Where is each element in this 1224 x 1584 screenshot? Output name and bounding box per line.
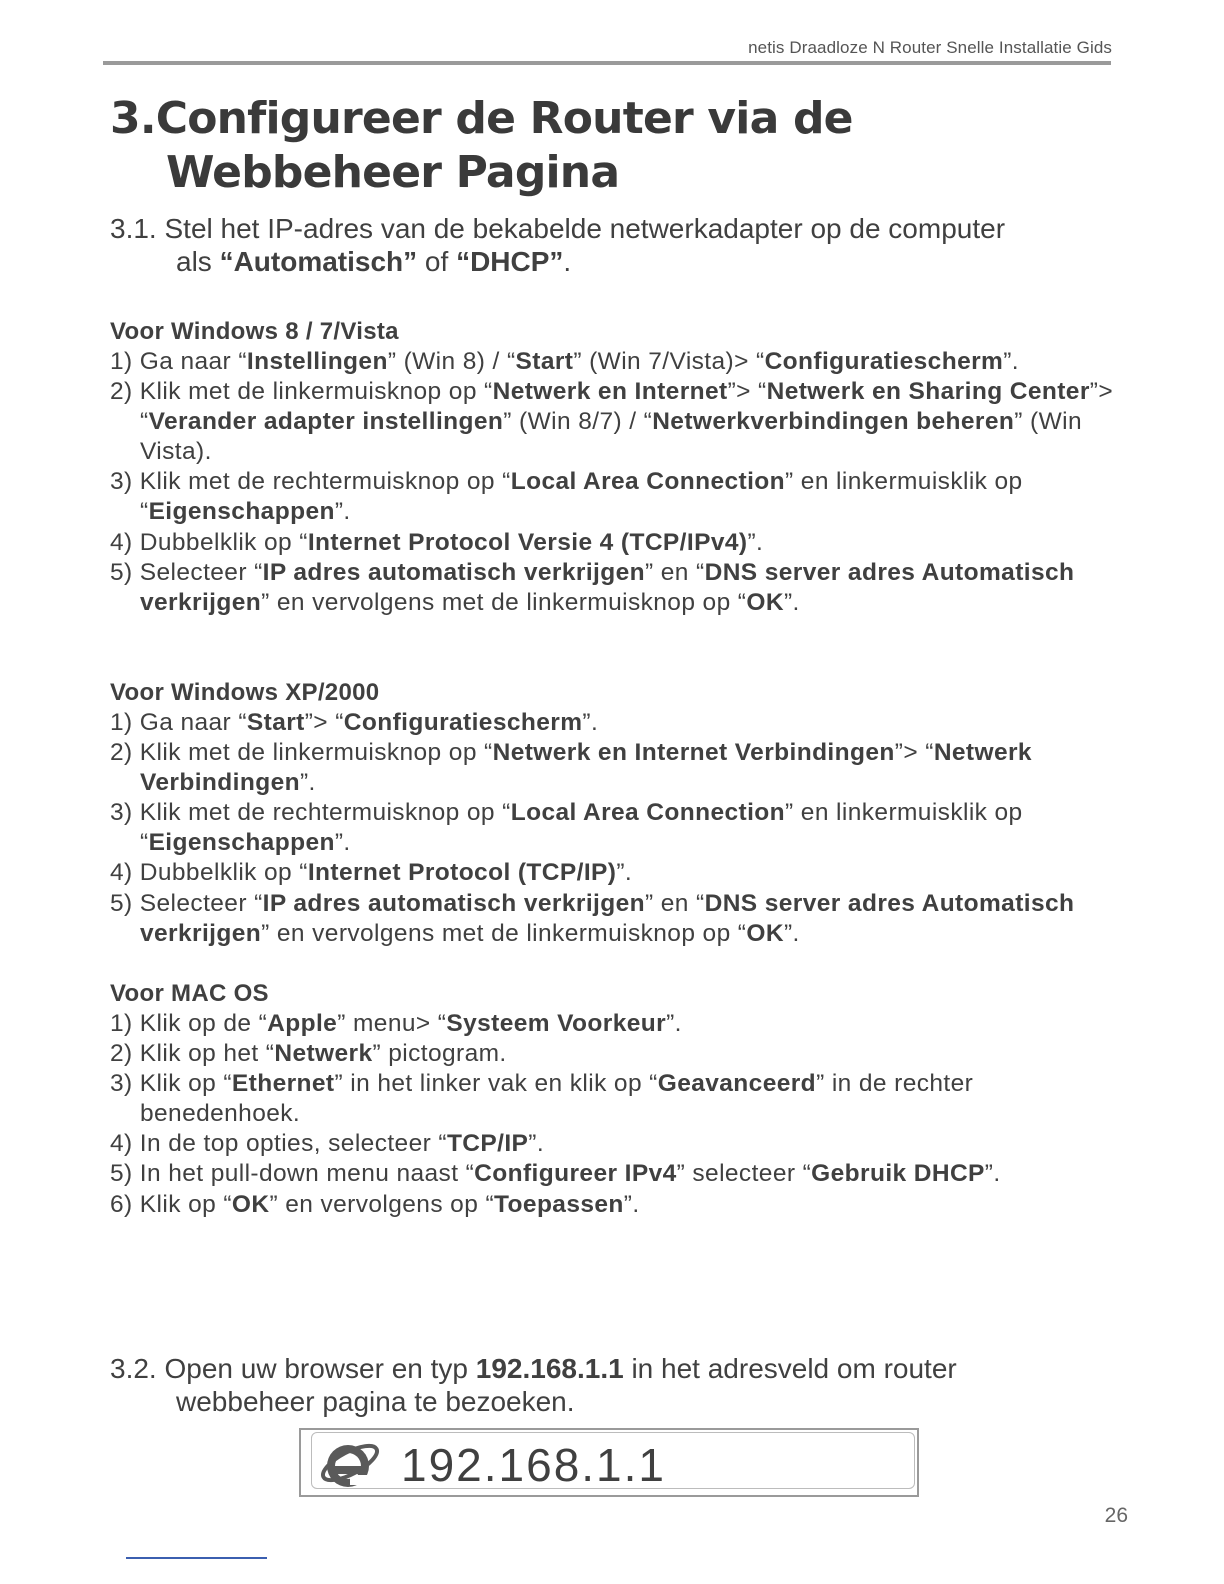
internet-explorer-icon [318,1436,382,1492]
windowsxp-heading: Voor Windows XP/2000 [110,679,380,706]
address-bar-url: 192.168.1.1 [401,1439,667,1491]
running-header: netis Draadloze N Router Snelle Installatie Gids [748,38,1112,57]
list-item: 1) Klik op de “Apple” menu> “Systeem Voorkeur”. [110,1010,682,1037]
section-title [110,92,853,200]
step-3-1 [110,212,1005,278]
step-3-2-text: 3.2. Open uw browser en typ [110,1353,476,1384]
browser-address-bar[interactable] [299,1428,919,1497]
list-item: 2) Klik op het “Netwerk” pictogram. [110,1040,507,1068]
list-item: 2) Klik met de linkermuisknop op “Netwerk en Internet”> “Netwerk en Sharing Center”> “Verander adapter instellingen” (Win 8/7) / “Netwerkverbindingen beheren” (Win Vista). [110,378,1114,466]
windowsxp-section [110,678,1120,949]
list-item: 4) Dubbelklik op “Internet Protocol (TCP/IP)”. [110,859,633,887]
list-item: 1) Ga naar “Instellingen” (Win 8) / “Start” (Win 7/Vista)> “Configuratiescherm”. [110,348,1019,375]
step-3-1-text: of [417,246,457,277]
step-3-1-text: als [176,246,220,277]
step-3-1-cont [110,245,1005,278]
list-item: 2) Klik met de linkermuisknop op “Netwerk en Internet Verbindingen”> “Netwerk Verbindingen”. [110,739,1032,797]
step-3-1-bold: “DHCP” [456,246,564,277]
list-item: 3) Klik met de rechtermuisknop op “Local Area Connection” en linkermuisklik op “Eigenschappen”. [110,799,1023,857]
list-item: 4) Dubbelklik op “Internet Protocol Versie 4 (TCP/IPv4)”. [110,528,764,556]
macos-heading: Voor MAC OS [110,980,269,1007]
list-item: 4) In de top opties, selecteer “TCP/IP”. [110,1130,545,1158]
list-item: 5) In het pull-down menu naast “Configureer IPv4” selecteer “Gebruik DHCP”. [110,1160,1001,1188]
windows8-heading: Voor Windows 8 / 7/Vista [110,318,399,345]
step-3-1-bold: “Automatisch” [219,246,418,277]
header-rule [103,61,1111,65]
list-item: 5) Selecteer “IP adres automatisch verkrijgen” en “DNS server adres Automatisch verkrijgen” en vervolgens met de linkermuisknop op “OK”. [110,558,1075,616]
section-title-line1: 3.Configureer de Router via de [110,93,853,144]
page-number: 26 [1104,1504,1128,1527]
step-3-1-text: . [563,246,572,277]
section-title-line2: Webbeheer Pagina [166,147,620,198]
step-3-1-lead: 3.1. Stel het IP-adres van de bekabelde netwerkadapter op de computer [110,213,1006,244]
step-3-2-text: in het adresveld om router [623,1353,957,1384]
macos-section [110,979,1120,1220]
list-item: 3) Klik met de rechtermuisknop op “Local Area Connection” en linkermuisklik op “Eigenschappen”. [110,468,1023,526]
macos-steps [110,1009,1120,1220]
list-item: 6) Klik op “OK” en vervolgens op “Toepassen”. [110,1190,640,1218]
windows8-steps [110,347,1120,618]
windows8-section [110,317,1120,618]
step-3-2-cont: webbeheer pagina te bezoeken. [176,1386,575,1417]
windowsxp-steps [110,708,1120,949]
step-3-2 [110,1352,957,1418]
list-item: 1) Ga naar “Start”> “Configuratiescherm”. [110,709,599,736]
step-3-2-ip: 192.168.1.1 [475,1353,624,1384]
list-item: 5) Selecteer “IP adres automatisch verkrijgen” en “DNS server adres Automatisch verkrijgen” en vervolgens met de linkermuisknop op “OK”. [110,889,1075,947]
footer-rule [126,1557,267,1559]
list-item: 3) Klik op “Ethernet” in het linker vak en klik op “Geavanceerd” in de rechter benedenhoek. [110,1070,974,1128]
step-3-2-lead [110,1353,957,1384]
